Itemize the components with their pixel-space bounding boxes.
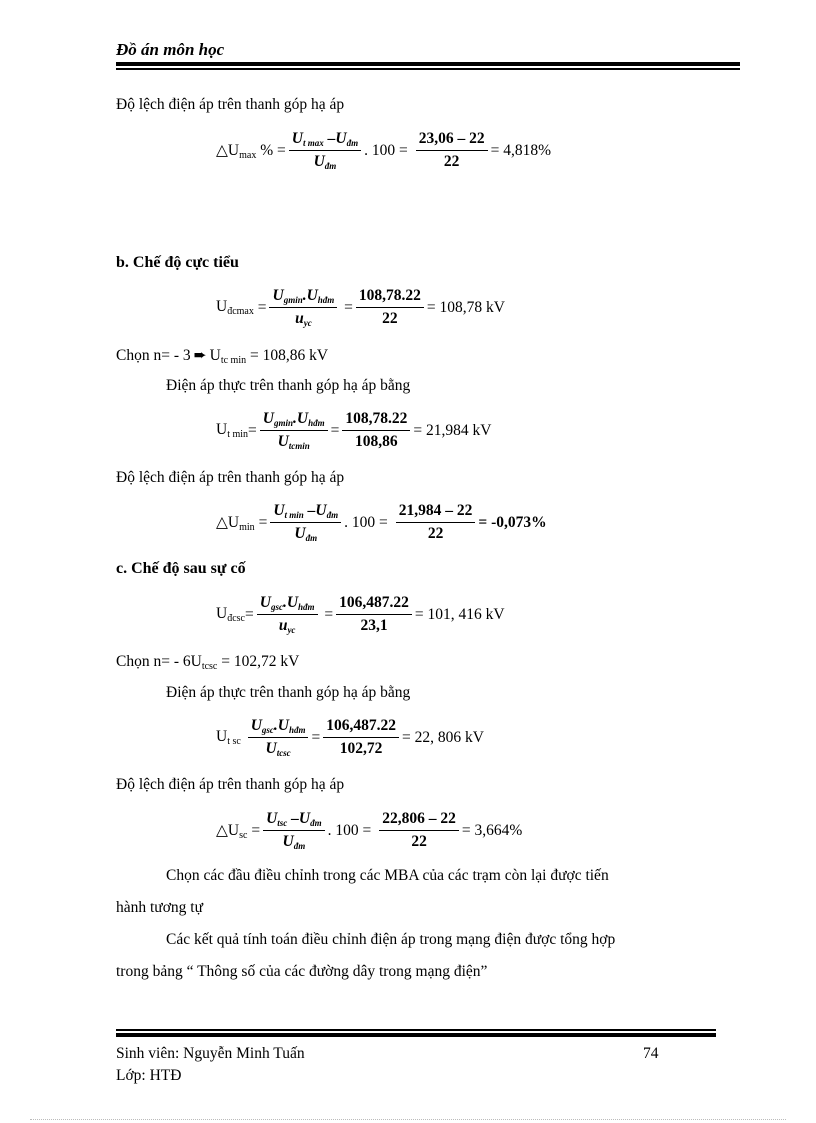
equation-utmin: $U_{t min}$ = $\frac{U_{gmin}.U_{hđm}}{U_{tcmin}}$ = $\frac{108,78.22}{108,86}$ = 21,984 kV — [216, 410, 492, 451]
paragraph-1-line-2: hành tương tự — [116, 899, 203, 916]
actual-voltage-label-1: Điện áp thực trên thanh góp hạ áp bằng — [166, 377, 411, 394]
choose-tap-min: Chọn n= - 3 ➨ $U_{tc min} = 108,86$ kV — [116, 347, 329, 366]
bottom-dotted-line — [30, 1119, 786, 1120]
section-c-heading: c. Chế độ sau sự cố — [116, 560, 246, 577]
header-rule-thin — [116, 68, 740, 70]
equation-utsc: $U_{t sc}$ $\frac{U_{gsc}.U_{hđm}}{U_{tcsc}}$ = $\frac{106,487.22}{102,72}$ = 22, 806 kV — [216, 717, 484, 758]
equation-udcsc: $U_{đcsc}$ = $\frac{U_{gsc}.U_{hđm}}{u_{yc}}$ = $\frac{106,487.22}{23,1}$ = 101, 416 kV — [216, 594, 505, 635]
equation-delta-usc: $\triangle U_{sc}$ = $\frac{U_{tsc} -U_{đm}}{U_{đm}}$ . 100 = $\frac{22,806 - 22}{22}$ = 3,664% — [216, 810, 523, 851]
page-number: 74 — [643, 1045, 659, 1062]
choose-tap-sc: Chọn $n= - 6U_{tcsc} = 102,72$ kV — [116, 653, 300, 672]
footer-class: Lớp: HTĐ — [116, 1067, 182, 1084]
actual-voltage-label-2: Điện áp thực trên thanh góp hạ áp bằng — [166, 684, 411, 701]
footer-rule-thick — [116, 1033, 716, 1037]
paragraph-2-line-1: Các kết quả tính toán điều chỉnh điện áp trong mạng điện được tổng hợp — [166, 931, 616, 948]
delta-symbol-lhs: $\triangle U_{max}$ % — [216, 141, 274, 161]
fraction-numeric: $\frac{23,06 - 22}{22}$ — [416, 130, 488, 171]
multiply-100: . 100 = — [364, 141, 408, 159]
arrow-right-icon: ➨ — [193, 347, 207, 364]
paragraph-2-line-2: trong bảng “ Thông số của các đường dây trong mạng điện” — [116, 963, 488, 980]
result: = 4,818% — [490, 141, 551, 159]
deviation-label-3: Độ lệch điện áp trên thanh góp hạ áp — [116, 776, 345, 793]
equation-udcmax: $U_{đcmax}$ = $\frac{U_{gmin}.U_{hđm}}{u_{yc}}$ = $\frac{108,78.22}{22}$ = 108,78 kV — [216, 287, 505, 328]
header-rule-thick — [116, 62, 740, 66]
deviation-label-1: Độ lệch điện áp trên thanh góp hạ áp — [116, 96, 345, 113]
section-b-heading: b. Chế độ cực tiểu — [116, 254, 239, 271]
fraction-symbolic: $\frac{U_{t max} -U_{đm}}{U_{đm}}$ — [289, 130, 361, 171]
header-title: Đồ án môn học — [116, 40, 225, 59]
equation-delta-umax: $\triangle U_{max}$ % = $\frac{U_{t max} -U_{đm}}{U_{đm}}$ . 100 = $\frac{23,06 - 22}{22}$ = 4,818% — [216, 130, 551, 171]
deviation-label-2: Độ lệch điện áp trên thanh góp hạ áp — [116, 469, 345, 486]
equation-delta-umin: $\triangle U_{min}$ = $\frac{U_{t min} -U_{đm}}{U_{đm}}$ . 100 = $\frac{21,984 - 22}{22}$ = -0,073% — [216, 502, 547, 543]
paragraph-1-line-1: Chọn các đầu điều chỉnh trong các MBA của các trạm còn lại được tiến — [166, 867, 609, 884]
footer-rule-thin — [116, 1029, 716, 1031]
footer-student: Sinh viên: Nguyễn Minh Tuấn — [116, 1045, 305, 1062]
